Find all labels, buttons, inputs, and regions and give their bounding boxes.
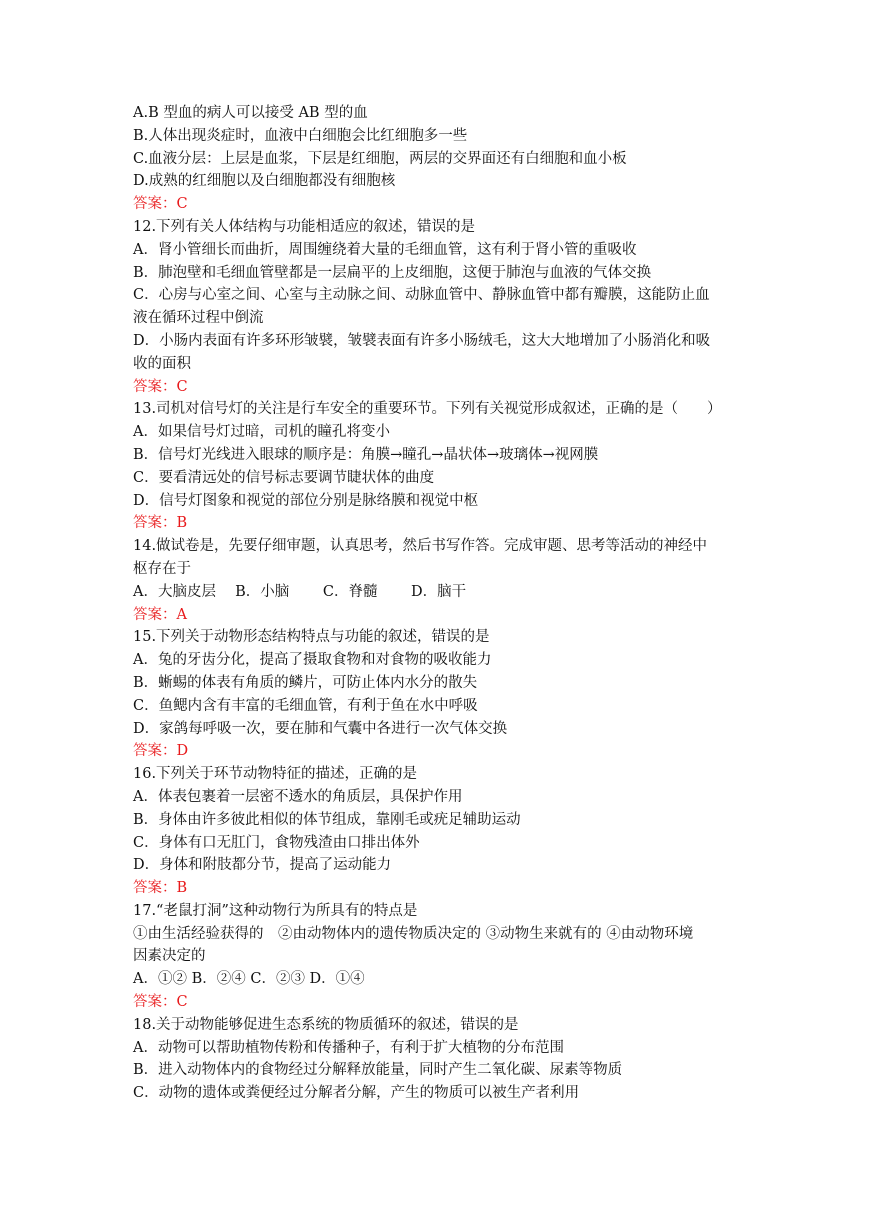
question-list (133, 216, 743, 1105)
option-line: A．肾小管细长而曲折，周围缠绕着大量的毛细血管，这有利于肾小管的重吸收 (133, 241, 637, 258)
question-stem: ①由生活经验获得的 ②由动物体内的遗传物质决定的 ③动物生来就有的 ④由动物环境 (133, 925, 694, 942)
question-stem: 14.做试卷是，先要仔细审题，认真思考，然后书写作答。完成审题、思考等活动的神经中 (133, 538, 708, 555)
option-line: C.血液分层：上层是血浆，下层是红细胞，两层的交界面还有白细胞和血小板 (133, 150, 627, 167)
question-stem: 16.下列关于环节动物特征的描述，正确的是 (133, 766, 418, 783)
option-line: A．体表包裹着一层密不透水的角质层，具保护作用 (133, 788, 463, 805)
question-stem: 18.关于动物能够促进生态系统的物质循环的叙述，错误的是 (133, 1016, 519, 1033)
question-block (133, 398, 743, 535)
option-line: D．小肠内表面有许多环形皱襞，皱襞表面有许多小肠绒毛，这大大地增加了小肠消化和吸 (133, 332, 711, 349)
question-stem: 因素决定的 (133, 948, 206, 965)
question-stem: 枢存在于 (133, 560, 191, 577)
option-line: A．大脑皮层 B．小脑 C．脊髓 D．脑干 (133, 583, 467, 600)
answer-line: 答案：C (133, 196, 188, 213)
question-block (133, 1014, 743, 1105)
option-line: A．如果信号灯过暗，司机的瞳孔将变小 (133, 424, 390, 441)
top-options (133, 102, 743, 216)
question-stem: 15.下列关于动物形态结构特点与功能的叙述，错误的是 (133, 629, 490, 646)
option-line: C．动物的遗体或粪便经过分解者分解，产生的物质可以被生产者利用 (133, 1085, 580, 1102)
answer-line: 答案：B (133, 880, 188, 897)
option-line: A．兔的牙齿分化，提高了摄取食物和对食物的吸收能力 (133, 652, 492, 669)
question-stem: 12.下列有关人体结构与功能相适应的叙述，错误的是 (133, 218, 476, 235)
option-line: D.成熟的红细胞以及白细胞都没有细胞核 (133, 173, 396, 190)
option-line: B．身体由许多彼此相似的体节组成，靠刚毛或疣足辅助运动 (133, 811, 521, 828)
document-page (133, 102, 743, 1105)
question-stem: 17.“老鼠打洞”这种动物行为所具有的特点是 (133, 902, 418, 919)
option-line: A．动物可以帮助植物传粉和传播种子，有利于扩大植物的分布范围 (133, 1039, 564, 1056)
option-line: B．信号灯光线进入眼球的顺序是：角膜→瞳孔→晶状体→玻璃体→视网膜 (133, 446, 599, 463)
question-stem: 13.司机对信号灯的关注是行车安全的重要环节。下列有关视觉形成叙述，正确的是（ ） (133, 401, 722, 418)
answer-line: 答案：C (133, 994, 188, 1011)
option-line: C．要看清远处的信号标志要调节睫状体的曲度 (133, 469, 435, 486)
option-line: A．①② B．②④ C．②③ D．①④ (133, 971, 365, 988)
option-line: B．蜥蜴的体表有角质的鳞片，可防止体内水分的散失 (133, 674, 478, 691)
option-line: D．信号灯图象和视觉的部位分别是脉络膜和视觉中枢 (133, 492, 479, 509)
option-line: 收的面积 (133, 355, 191, 372)
answer-line: 答案：B (133, 515, 188, 532)
question-block (133, 535, 743, 626)
option-line: D．身体和附肢都分节，提高了运动能力 (133, 857, 392, 874)
option-line: D．家鸽每呼吸一次，要在肺和气囊中各进行一次气体交换 (133, 720, 508, 737)
question-block (133, 900, 743, 1014)
question-block (133, 216, 743, 398)
option-line: A.B 型血的病人可以接受 AB 型的血 (133, 105, 368, 121)
option-line: 液在循环过程中倒流 (133, 310, 264, 327)
question-block (133, 763, 743, 900)
option-line: C．鱼鳃内含有丰富的毛细血管，有利于鱼在水中呼吸 (133, 697, 478, 714)
option-line: C．心房与心室之间、心室与主动脉之间、动脉血管中、静脉血管中都有瓣膜，这能防止血 (133, 287, 710, 304)
option-line: B.人体出现炎症时，血液中白细胞会比红细胞多一些 (133, 127, 468, 144)
option-line: C．身体有口无肛门，食物残渣由口排出体外 (133, 834, 420, 851)
question-block (133, 626, 743, 763)
option-line: B．进入动物体内的食物经过分解释放能量，同时产生二氧化碳、尿素等物质 (133, 1062, 623, 1079)
answer-line: 答案：C (133, 378, 188, 395)
option-line: B．肺泡壁和毛细血管壁都是一层扁平的上皮细胞，这便于肺泡与血液的气体交换 (133, 264, 652, 281)
answer-line: 答案：D (133, 743, 189, 760)
answer-line: 答案：A (133, 606, 187, 623)
